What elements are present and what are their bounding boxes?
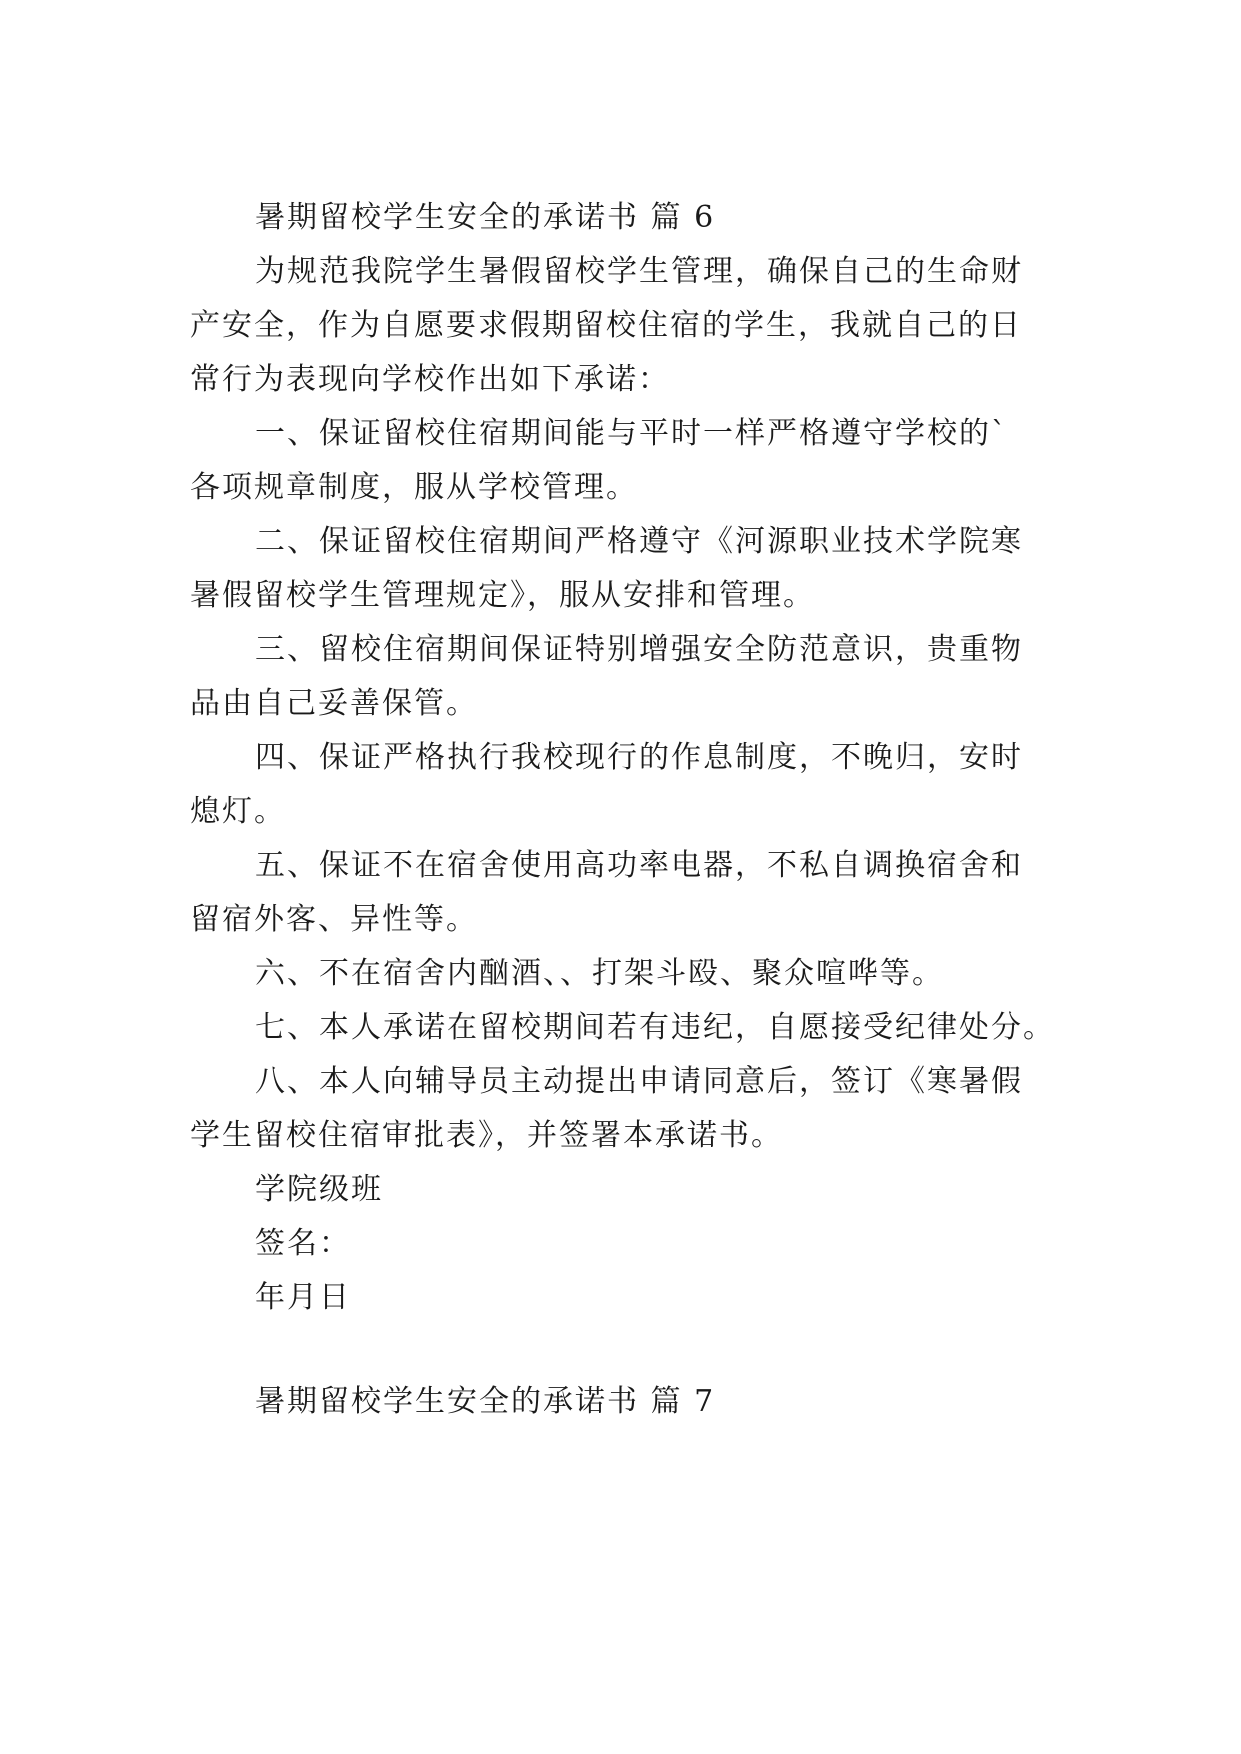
section-heading-7: 暑期留校学生安全的承诺书 篇 7 bbox=[255, 1384, 716, 1419]
item-4-line-1: 四、保证严格执行我校现行的作息制度，不晚归，安时 bbox=[255, 740, 1023, 775]
date-field: 年月日 bbox=[255, 1280, 351, 1315]
item-3-line-1: 三、留校住宿期间保证特别增强安全防范意识，贵重物 bbox=[255, 632, 1023, 667]
intro-paragraph-line-1: 为规范我院学生暑假留校学生管理，确保自己的生命财 bbox=[255, 254, 1023, 289]
item-6: 六、不在宿舍内酗酒、、打架斗殴、聚众喧哗等。 bbox=[255, 956, 944, 991]
item-2-line-1: 二、保证留校住宿期间严格遵守《河源职业技术学院寒 bbox=[255, 524, 1023, 559]
intro-paragraph-line-3: 常行为表现向学校作出如下承诺： bbox=[190, 362, 670, 397]
item-3-line-2: 品由自己妥善保管。 bbox=[190, 686, 478, 721]
item-1-line-1: 一、保证留校住宿期间能与平时一样严格遵守学校的` bbox=[255, 416, 1008, 451]
item-8-line-1: 八、本人向辅导员主动提出申请同意后，签订《寒暑假 bbox=[255, 1064, 1023, 1099]
section-heading-6: 暑期留校学生安全的承诺书 篇 6 bbox=[255, 200, 716, 235]
item-2-line-2: 暑假留校学生管理规定》，服从安排和管理。 bbox=[190, 578, 815, 613]
item-4-line-2: 熄灯。 bbox=[190, 794, 286, 829]
signature-field: 签名： bbox=[255, 1226, 351, 1261]
item-5-line-2: 留宿外客、异性等。 bbox=[190, 902, 478, 937]
item-1-line-2: 各项规章制度，服从学校管理。 bbox=[190, 470, 638, 505]
intro-paragraph-line-2: 产安全，作为自愿要求假期留校住宿的学生，我就自己的日 bbox=[190, 308, 1022, 343]
college-class-field: 学院级班 bbox=[255, 1172, 383, 1207]
item-7: 七、本人承诺在留校期间若有违纪，自愿接受纪律处分。 bbox=[255, 1010, 1055, 1045]
item-5-line-1: 五、保证不在宿舍使用高功率电器，不私自调换宿舍和 bbox=[255, 848, 1023, 883]
item-8-line-2: 学生留校住宿审批表》，并签署本承诺书。 bbox=[190, 1118, 783, 1153]
